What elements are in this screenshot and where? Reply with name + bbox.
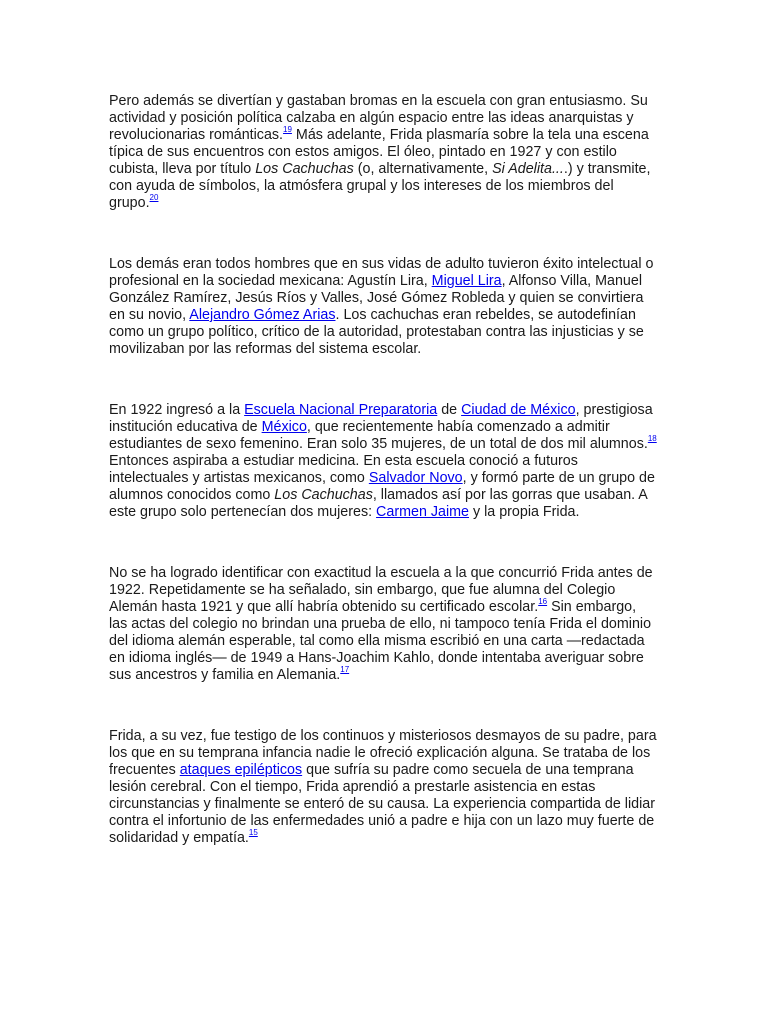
text-run: Frida, a su vez, fue testigo de los continuos y misteriosos desmayos de su padre, para los que en su temprana infancia nadie le ofreció explicación alguna. Se trataba de los frecuentes bbox=[109, 728, 657, 778]
footnote-link[interactable]: 18 bbox=[647, 434, 657, 443]
text-run: Entonces aspiraba a estudiar medicina. En esta escuela conoció a futuros intelectuales y artistas mexicanos, como bbox=[109, 453, 578, 486]
text-run: .) y transmite, con ayuda de símbolos, la atmósfera grupal y los intereses de los miembros del grupo. bbox=[109, 161, 651, 211]
text-run: , que recientemente había comenzado a admitir estudiantes de sexo femenino. Eran solo 35 mujeres, de un total de dos mil alumnos. bbox=[109, 419, 648, 452]
footnote-link[interactable]: 17 bbox=[340, 665, 350, 674]
link-mexico[interactable]: México bbox=[261, 419, 307, 435]
text-run: , Alfonso Villa, Manuel González Ramírez, Jesús Ríos y Valles, José Gómez Robleda y quien se convirtiera en su novio, bbox=[109, 273, 644, 323]
link-ataques-epilepticos[interactable]: ataques epilépticos bbox=[179, 762, 303, 778]
paragraph-father-epilepsy bbox=[109, 728, 657, 847]
text-run: Pero además se divertían y gastaban bromas en la escuela con gran entusiasmo. Su actividad y posición política calzaba en algún espacio entre las ideas anarquistas y revolucionarias románticas. bbox=[109, 93, 648, 143]
footnote-link[interactable]: 20 bbox=[149, 193, 159, 202]
text-run: . Los cachuchas eran rebeldes, se autodefinían como un grupo político, crítico de la autoridad, protestaban contra las injusticias y se movilizaban por las reformas del sistema escolar. bbox=[109, 307, 644, 357]
paragraph-los-cachuchas-painting bbox=[109, 93, 657, 212]
text-run: Los demás eran todos hombres que en sus vidas de adulto tuvieron éxito intelectual o profesional en la sociedad mexicana: Agustín Lira, bbox=[109, 256, 654, 289]
italic-title: Los Cachuchas bbox=[274, 487, 373, 503]
text-run: que sufría su padre como secuela de una temprana lesión cerebral. Con el tiempo, Frida aprendió a prestarle asistencia en estas circunstancias y finalmente se enteró de su causa. La experiencia compartida de lidiar contra el infortunio de las enfermedades unió a padre e hija con un lazo muy fuerte de solidaridad y empatía. bbox=[109, 762, 655, 846]
text-run: En 1922 ingresó a la bbox=[109, 402, 245, 418]
text-run: Más adelante, Frida plasmaría sobre la tela una escena típica de sus encuentros con estos amigos. El óleo, pintado en 1927 y con estilo cubista, lleva por título bbox=[109, 127, 649, 177]
link-miguel-lira[interactable]: Miguel Lira bbox=[431, 273, 502, 289]
link-ciudad-de-mexico[interactable]: Ciudad de México bbox=[461, 402, 576, 418]
footnote-ref-15[interactable] bbox=[249, 828, 258, 837]
paragraph-colegio-aleman bbox=[109, 565, 657, 684]
link-escuela-nacional-preparatoria[interactable]: Escuela Nacional Preparatoria bbox=[244, 402, 438, 418]
text-run: Sin embargo, las actas del colegio no brindan una prueba de ello, ni tampoco tenía Frida el dominio del idioma alemán esperable, tal como ella misma escribió en una carta —redactada en idioma inglés— de 1949 a Hans-Joachim Kahlo, donde intentaba averiguar sobre sus ancestros y familia en Alemania. bbox=[109, 599, 652, 683]
link-alejandro-gomez-arias[interactable]: Alejandro Gómez Arias bbox=[189, 307, 336, 323]
footnote-link[interactable]: 15 bbox=[248, 828, 258, 837]
text-run: No se ha logrado identificar con exactitud la escuela a la que concurrió Frida antes de 1922. Repetidamente se ha señalado, sin embargo, que fue alumna del Colegio Alemán hasta 1921 y que allí habría obtenido su certificado escolar. bbox=[109, 565, 653, 615]
text-run: , prestigiosa institución educativa de bbox=[109, 402, 653, 435]
document-body bbox=[109, 93, 657, 847]
footnote-ref-19[interactable] bbox=[283, 125, 292, 134]
paragraph-group-members bbox=[109, 256, 657, 358]
link-carmen-jaime[interactable]: Carmen Jaime bbox=[376, 504, 470, 520]
footnote-ref-20[interactable] bbox=[150, 193, 159, 202]
footnote-link[interactable]: 19 bbox=[283, 125, 292, 134]
text-run: , llamados así por las gorras que usaban. A este grupo solo pertenecían dos mujeres: bbox=[109, 487, 648, 520]
paragraph-escuela-preparatoria bbox=[109, 402, 657, 521]
footnote-ref-16[interactable] bbox=[538, 597, 547, 606]
footnote-link[interactable]: 16 bbox=[538, 597, 548, 606]
footnote-ref-18[interactable] bbox=[648, 434, 657, 443]
italic-title: Los Cachuchas bbox=[255, 161, 354, 177]
text-run: y la propia Frida. bbox=[469, 504, 580, 520]
footnote-ref-17[interactable] bbox=[340, 665, 349, 674]
text-run: (o, alternativamente, bbox=[353, 161, 493, 177]
text-run: , y formó parte de un grupo de alumnos conocidos como bbox=[109, 470, 655, 503]
italic-title: Si Adelita... bbox=[492, 161, 564, 177]
link-salvador-novo[interactable]: Salvador Novo bbox=[368, 470, 463, 486]
text-run: de bbox=[437, 402, 462, 418]
